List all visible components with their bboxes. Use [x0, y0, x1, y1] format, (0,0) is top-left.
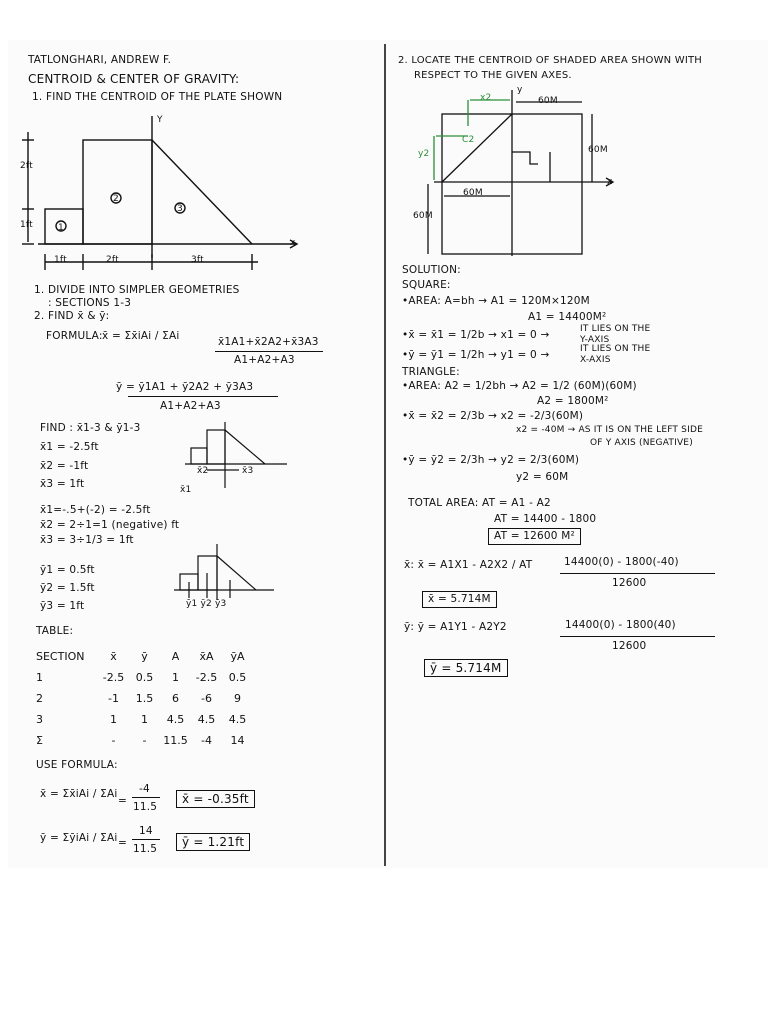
step-1: 1. DIVIDE INTO SIMPLER GEOMETRIES — [34, 284, 240, 296]
region-1-label: 1 — [58, 223, 64, 233]
y-answer: ȳ = 1.21ft — [176, 833, 250, 851]
table-row — [36, 730, 253, 751]
x3-value: x̄3 = 1ft — [40, 478, 85, 490]
table-header: ȳA — [230, 650, 245, 663]
xbar-formula: x̄: x̄ = A1X1 - A2X2 / AT — [404, 559, 533, 571]
x1-calc: x̄1=-.5+(-2) = -2.5ft — [40, 504, 151, 516]
total-area-formula: TOTAL AREA: AT = A1 - A2 — [408, 497, 551, 509]
xbar-denominator: 12600 — [612, 577, 647, 589]
fraction-bar — [215, 351, 323, 352]
table-header-row — [36, 646, 253, 667]
ybar-substitution: 14400(0) - 1800(40) — [565, 619, 676, 631]
table-header: SECTION — [36, 650, 85, 663]
triangle-heading: TRIANGLE: — [402, 366, 460, 378]
c2-label: C2 — [462, 135, 475, 145]
step-2: 2. FIND x̄ & ȳ: — [34, 310, 110, 322]
x2-calc: x̄2 = 2÷1=1 (negative) ft — [40, 519, 180, 531]
total-area-calc: AT = 14400 - 1800 — [494, 513, 597, 525]
square-ybar-note1: IT LIES ON THE — [580, 344, 651, 354]
xbar-answer: x̄ = 5.714M — [422, 591, 497, 608]
table-row — [36, 709, 253, 730]
table-cell: 1 — [141, 713, 148, 726]
sketch-x1-label: x̄1 — [180, 485, 192, 495]
square-xbar-note2: Y-AXIS — [580, 335, 610, 345]
x-result-numerator: -4 — [139, 783, 150, 795]
ybar-answer: ȳ = 5.714M — [424, 659, 508, 677]
square-xbar-note1: IT LIES ON THE — [580, 324, 651, 334]
fraction-bar — [560, 636, 715, 637]
square-area-result: A1 = 14400M² — [528, 311, 607, 323]
table-cell: -2.5 — [102, 671, 125, 684]
y2-dim-label: y2 — [418, 149, 430, 159]
formula-label: FORMULA: — [46, 330, 103, 342]
problem-1-statement: 1. FIND THE CENTROID OF THE PLATE SHOWN — [32, 91, 283, 103]
sketch-x2-label: x̄2 — [197, 466, 209, 476]
table-row — [36, 667, 253, 688]
triangle-ybar-result: y2 = 60M — [516, 471, 569, 483]
xbar-substitution: 14400(0) - 1800(-40) — [564, 556, 679, 568]
table-cell: 3 — [36, 713, 43, 726]
table-cell: 14 — [230, 734, 245, 747]
y-formula-numerator: ȳ = ȳ1A1 + ȳ2A2 + ȳ3A3 — [116, 381, 254, 393]
top-dim-label: 60M — [538, 96, 558, 106]
ybar-denominator: 12600 — [612, 640, 647, 652]
step-1-sections: : SECTIONS 1-3 — [48, 297, 132, 309]
square-ybar: •ȳ = ȳ1 = 1/2h → y1 = 0 → — [402, 349, 550, 361]
table-cell: -4 — [201, 734, 212, 747]
x-result-equals: = — [118, 795, 127, 807]
table-cell: - — [142, 734, 147, 747]
topic-heading: CENTROID & CENTER OF GRAVITY: — [28, 72, 240, 86]
table-cell: 9 — [234, 692, 241, 705]
x-result-formula: x̄ = Σx̄iAi / ΣAi — [40, 788, 118, 800]
table-cell: -6 — [201, 692, 212, 705]
triangle-area: •AREA: A2 = 1/2bh → A2 = 1/2 (60M)(60M) — [402, 380, 637, 392]
region-3-label: 3 — [177, 204, 183, 214]
y-result-formula: ȳ = ΣȳiAi / ΣAi — [40, 832, 118, 844]
table-cell: 4.5 — [166, 713, 185, 726]
ybar-formula: ȳ: ȳ = A1Y1 - A2Y2 — [404, 621, 507, 633]
table-cell: 1 — [172, 671, 179, 684]
table-title: TABLE: — [36, 625, 74, 637]
find-label: FIND : x̄1-3 & ȳ1-3 — [40, 422, 141, 434]
fraction-bar — [132, 839, 160, 840]
table-cell: 1.5 — [135, 692, 154, 705]
dim-height-top: 2ft — [20, 161, 33, 171]
table-header: A — [171, 650, 180, 663]
problem-2-line2: RESPECT TO THE GIVEN AXES. — [414, 70, 572, 81]
dim-bottom-1: 1ft — [54, 255, 67, 265]
table-cell: -2.5 — [195, 671, 218, 684]
x-formula: x̄ = Σx̄iAi / ΣAi — [102, 330, 180, 342]
y-axis-label-2: y — [517, 85, 523, 95]
solution-heading: SOLUTION: — [402, 264, 461, 276]
triangle-xbar-note: OF Y AXIS (NEGATIVE) — [590, 438, 693, 448]
y-result-denominator: 11.5 — [133, 843, 158, 855]
table-cell: 4.5 — [197, 713, 216, 726]
table-cell: 0.5 — [228, 671, 247, 684]
y-axis-label: Y — [157, 115, 163, 125]
square-xbar: •x̄ = x̄1 = 1/2b → x1 = 0 → — [402, 329, 550, 341]
triangle-area-result: A2 = 1800M² — [537, 395, 609, 407]
square-area: •AREA: A=bh → A1 = 120M×120M — [402, 295, 590, 307]
author-name: TATLONGHARI, ANDREW F. — [28, 54, 172, 66]
table-cell: 6 — [172, 692, 179, 705]
fraction-bar — [560, 573, 715, 574]
left-dim-label: 60M — [413, 211, 433, 221]
section-table — [36, 646, 253, 751]
shaded-area-figure — [410, 86, 620, 266]
total-area-answer: AT = 12600 M² — [488, 528, 581, 545]
table-cell: 1 — [110, 713, 117, 726]
table-cell: - — [111, 734, 116, 747]
y-result-numerator: 14 — [139, 825, 153, 837]
table-cell: 4.5 — [228, 713, 247, 726]
x1-value: x̄1 = -2.5ft — [40, 441, 99, 453]
table-cell: 11.5 — [163, 734, 188, 747]
mid-dim-label: 60M — [463, 188, 483, 198]
x-axis-label: x — [290, 238, 296, 248]
table-cell: -1 — [108, 692, 119, 705]
fraction-bar — [128, 396, 278, 397]
x3-calc: x̄3 = 3÷1/3 = 1ft — [40, 534, 134, 546]
table-header: x̄A — [199, 650, 214, 663]
right-dim-label: 60M — [588, 145, 608, 155]
table-cell: 0.5 — [135, 671, 154, 684]
region-2-label: 2 — [113, 194, 119, 204]
x-axis-label-2: x — [607, 177, 613, 187]
triangle-xbar: •x̄ = x̄2 = 2/3b → x2 = -2/3(60M) — [402, 410, 584, 422]
y-formula-denominator: A1+A2+A3 — [160, 400, 221, 412]
square-ybar-note2: X-AXIS — [580, 355, 611, 365]
problem-2-line1: 2. LOCATE THE CENTROID OF SHADED AREA SHOWN WITH — [398, 55, 703, 66]
table-row — [36, 688, 253, 709]
use-formula-label: USE FORMULA: — [36, 759, 118, 771]
fraction-bar — [132, 797, 160, 798]
plate-figure — [18, 110, 318, 275]
square-heading: SQUARE: — [402, 279, 451, 291]
x-answer: x̄ = -0.35ft — [176, 790, 255, 808]
dim-bottom-3: 3ft — [191, 255, 204, 265]
table-header: x̄ — [110, 650, 117, 663]
y-result-equals: = — [118, 837, 127, 849]
x-sketch — [175, 418, 295, 498]
y-sketch-labels: ȳ1 ȳ2 ȳ3 — [186, 599, 227, 609]
table-header: ȳ — [141, 650, 148, 663]
y1-value: ȳ1 = 0.5ft — [40, 564, 95, 576]
table-cell: Σ — [36, 734, 43, 747]
x2-dim-label: x2 — [480, 93, 492, 103]
x-formula-expanded: x̄1A1+x̄2A2+x̄3A3 — [218, 336, 319, 348]
triangle-xbar-result: x2 = -40M → AS IT IS ON THE LEFT SIDE — [516, 425, 703, 435]
dim-bottom-2: 2ft — [106, 255, 119, 265]
sketch-x3-label: x̄3 — [242, 466, 254, 476]
x-formula-denominator: A1+A2+A3 — [234, 354, 295, 366]
table-cell: 2 — [36, 692, 43, 705]
y2-value: ȳ2 = 1.5ft — [40, 582, 95, 594]
x-result-denominator: 11.5 — [133, 801, 158, 813]
x2-value: x̄2 = -1ft — [40, 460, 89, 472]
y3-value: ȳ3 = 1ft — [40, 600, 85, 612]
column-divider — [384, 44, 386, 866]
table-cell: 1 — [36, 671, 43, 684]
triangle-ybar: •ȳ = ȳ2 = 2/3h → y2 = 2/3(60M) — [402, 454, 580, 466]
dim-height-bottom: 1ft — [20, 220, 33, 230]
